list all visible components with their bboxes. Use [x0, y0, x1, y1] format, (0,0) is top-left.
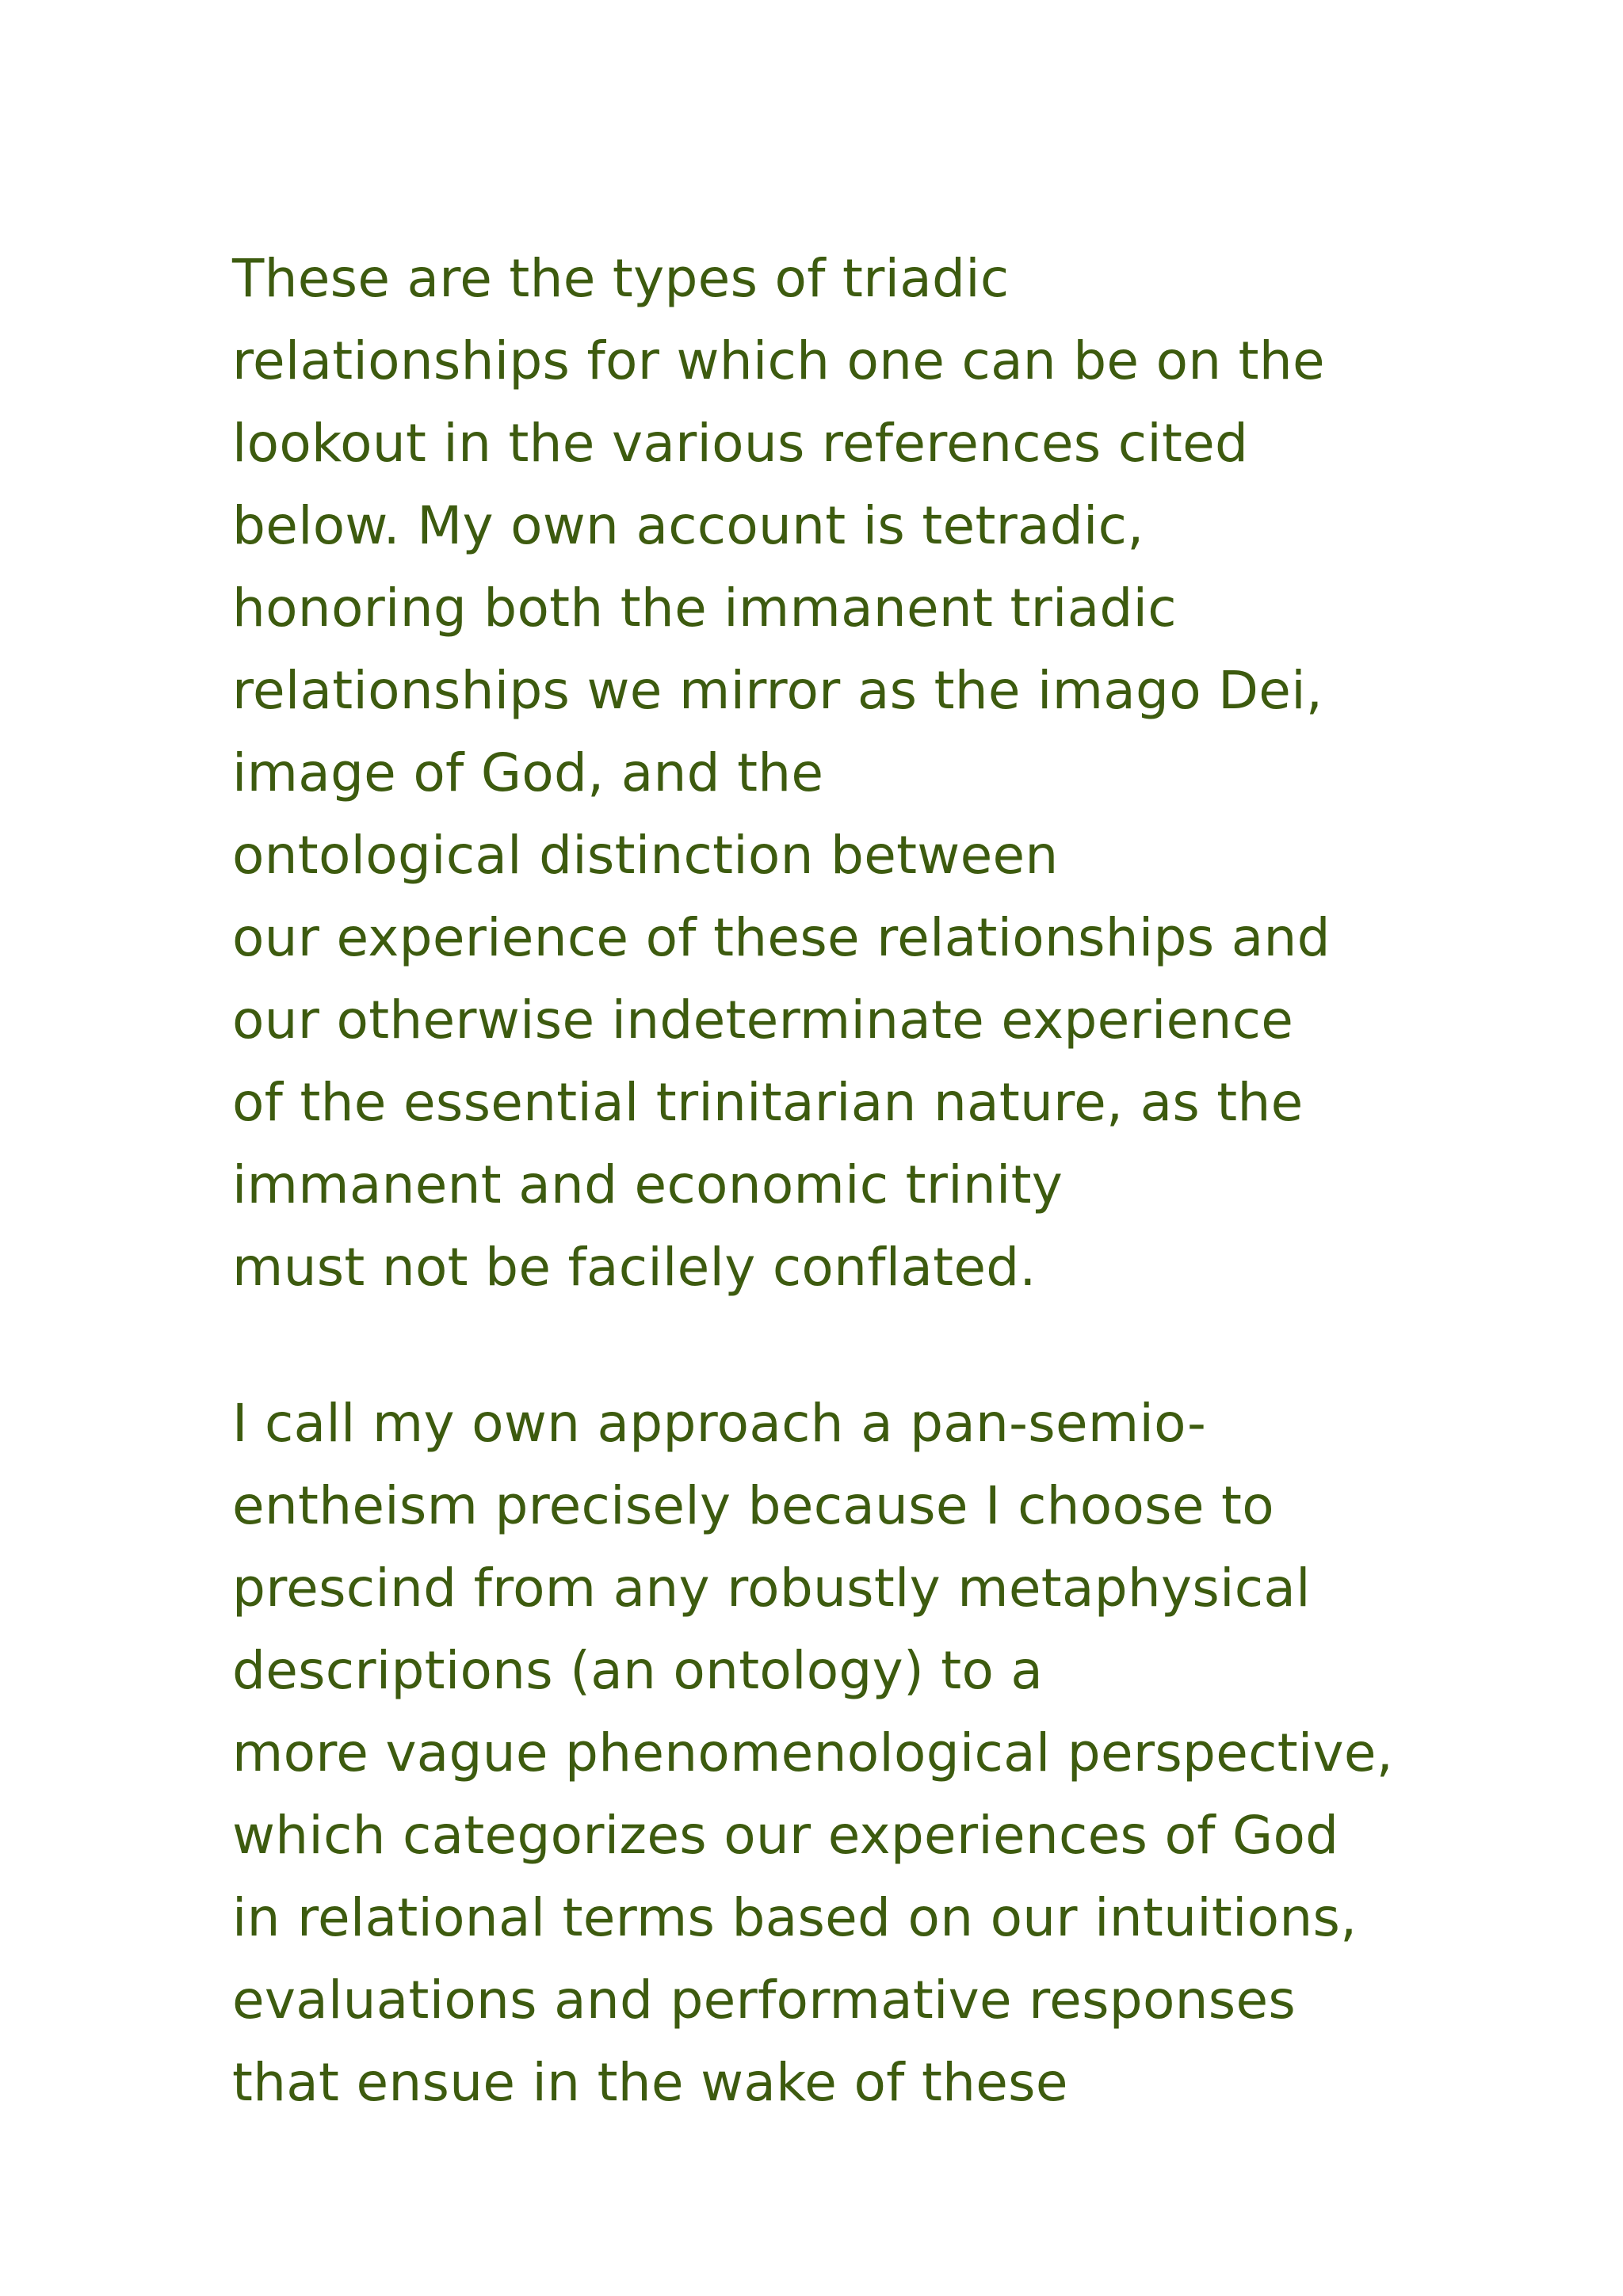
text-line: below. My own account is tetradic,	[232, 495, 1144, 556]
text-line: entheism precisely because I choose to	[232, 1475, 1274, 1536]
text-line: of the essential trinitarian nature, as the	[232, 1072, 1304, 1133]
text-line: more vague phenomenological perspective,	[232, 1722, 1394, 1783]
text-line: relationships for which one can be on the	[232, 330, 1325, 391]
text-line: lookout in the various references cited	[232, 413, 1249, 474]
text-line: evaluations and performative responses	[232, 1970, 1296, 2031]
text-line: immanent and economic trinity	[232, 1154, 1064, 1215]
text-line: which categorizes our experiences of God	[232, 1805, 1339, 1866]
text-line: image of God, and the	[232, 742, 824, 803]
text-line: in relational terms based on our intuitions,	[232, 1887, 1358, 1948]
text-line: our experience of these relationships and	[232, 907, 1331, 968]
text-line: These are the types of triadic	[232, 248, 1010, 309]
paragraph-2	[232, 1383, 1579, 2124]
text-line: honoring both the immanent triadic	[232, 578, 1177, 639]
paragraph-1	[232, 238, 1579, 1309]
text-line: our otherwise indeterminate experience	[232, 990, 1294, 1051]
text-line: relationships we mirror as the imago Dei,	[232, 660, 1323, 721]
text-line: must not be facilely conflated.	[232, 1237, 1037, 1298]
text-line: I call my own approach a pan-semio-	[232, 1393, 1207, 1454]
text-line: that ensue in the wake of these	[232, 2052, 1068, 2113]
text-line: descriptions (an ontology) to a	[232, 1640, 1044, 1701]
text-line: ontological distinction between	[232, 825, 1059, 886]
text-line: prescind from any robustly metaphysical	[232, 1558, 1311, 1619]
